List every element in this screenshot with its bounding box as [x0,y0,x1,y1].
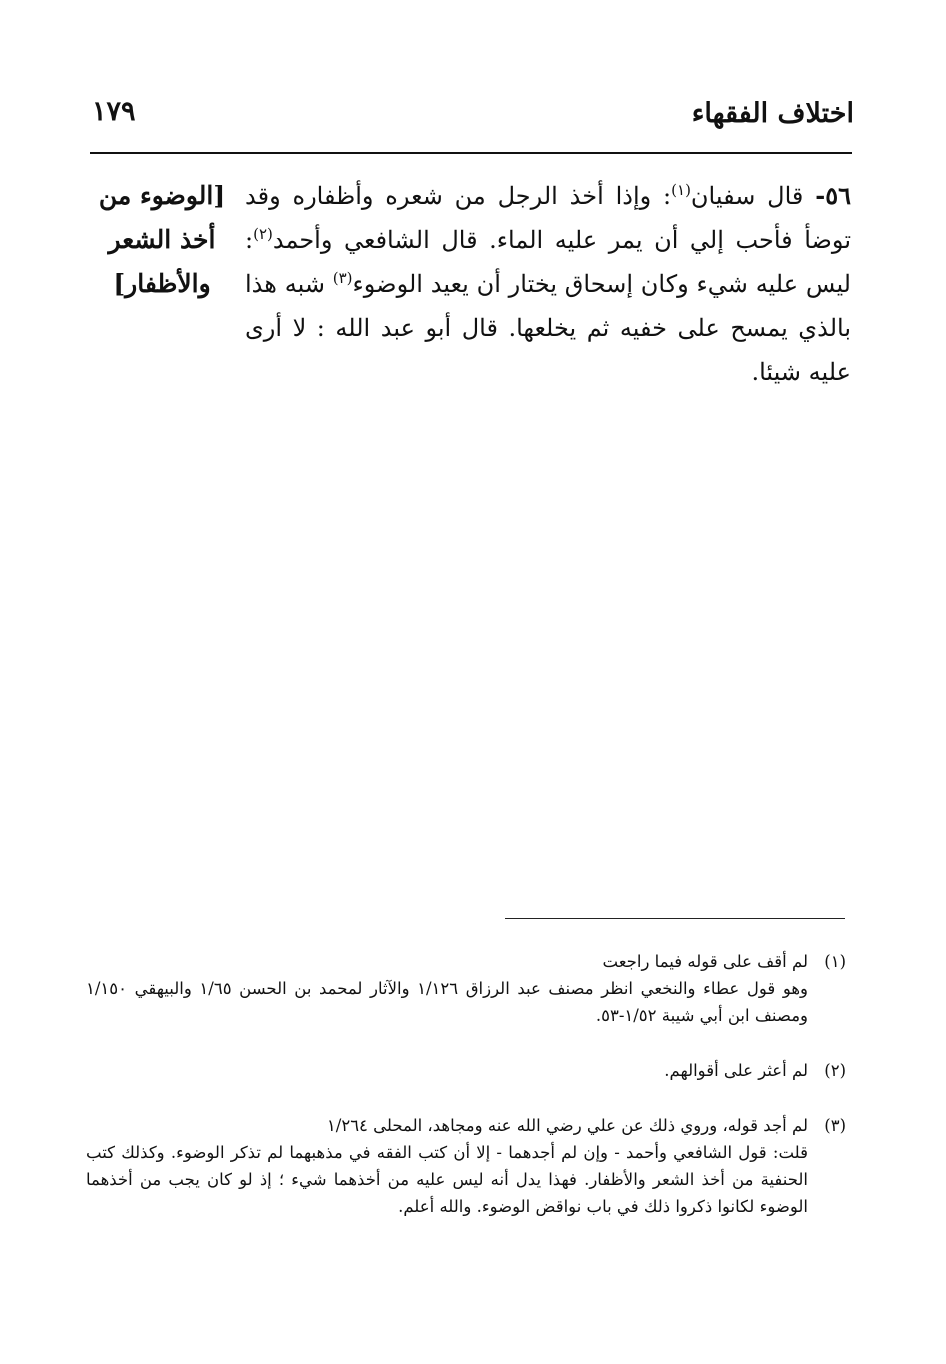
header-divider [90,152,852,154]
running-head-title: اختلاف الفقهاء [691,98,854,129]
page-number: ١٧٩ [92,96,136,127]
footnote-1-text: لم أقف على قوله فيما راجعت [602,952,808,971]
main-text-segment-3: : ليس عليه شيء وكان إسحاق يختار أن يعيد الوضوء [245,226,851,298]
footnote-2-text: لم أعثر على أقوالهم. [664,1061,808,1080]
footnote-1 [86,948,846,1029]
main-paragraph [245,174,851,394]
footnote-3-text: لم أجد قوله، وروي ذلك عن علي رضي الله عنه ومجاهد، المحلى ١/٢٦٤ [326,1116,808,1135]
footnote-1-continuation: وهو قول عطاء والنخعي انظر مصنف عبد الرزاق ١/١٢٦ والآثار لمحمد بن الحسن ١/٦٥ والبيهقي ١/١٥٠ ومصنف ابن أبي شيبة ١/٥٢-٥٣. [86,979,809,1025]
footnote-ref-2: (٢) [253,225,273,243]
footnote-ref-3: (٣) [332,269,353,287]
footnote-ref-1: (١) [671,181,691,199]
footnote-2 [86,1057,846,1084]
footnote-3-marker: (٣) [824,1116,846,1135]
footnote-3-continuation: قلت: قول الشافعي وأحمد - وإن لم أجدهما - إلا أن كتب الفقه في مذهبهما لم تذكر الوضوء. وكذلك كتب الحنفية من أخذ الشعر والأظفار. فهذا يدل أنه ليس عليه من أخذهما شيء ؛ إذ لو كان يجب من أخذهما الوضوء لكانوا ذكروا ذلك في باب نواقض الوضوء. والله أعلم. [86,1143,808,1216]
main-text-segment-4: شبه هذا بالذي يمسح على خفيه ثم يخلعها. قال أبو عبد الله : لا أرى عليه شيئا. [245,270,851,386]
margin-heading [88,174,236,306]
paragraph-number: ٥٦- [815,181,851,210]
margin-heading-line-3: والأظفار] [113,269,211,298]
footnote-2-marker: (٢) [824,1061,846,1080]
margin-heading-line-1: [الوضوء من [98,181,226,210]
footnote-divider [505,918,845,919]
main-text-segment-2: : وإذا أخذ الرجل من شعره وأظفاره وقد توضأ فأحب إلي أن يمر عليه الماء. قال الشافعي وأحمد [245,182,851,254]
margin-heading-line-2: أخذ الشعر [108,225,216,254]
footnote-1-marker: (١) [824,952,846,971]
footnote-3 [86,1112,846,1220]
main-text-segment-1: قال سفيان [690,182,816,210]
footnotes [86,948,846,1248]
